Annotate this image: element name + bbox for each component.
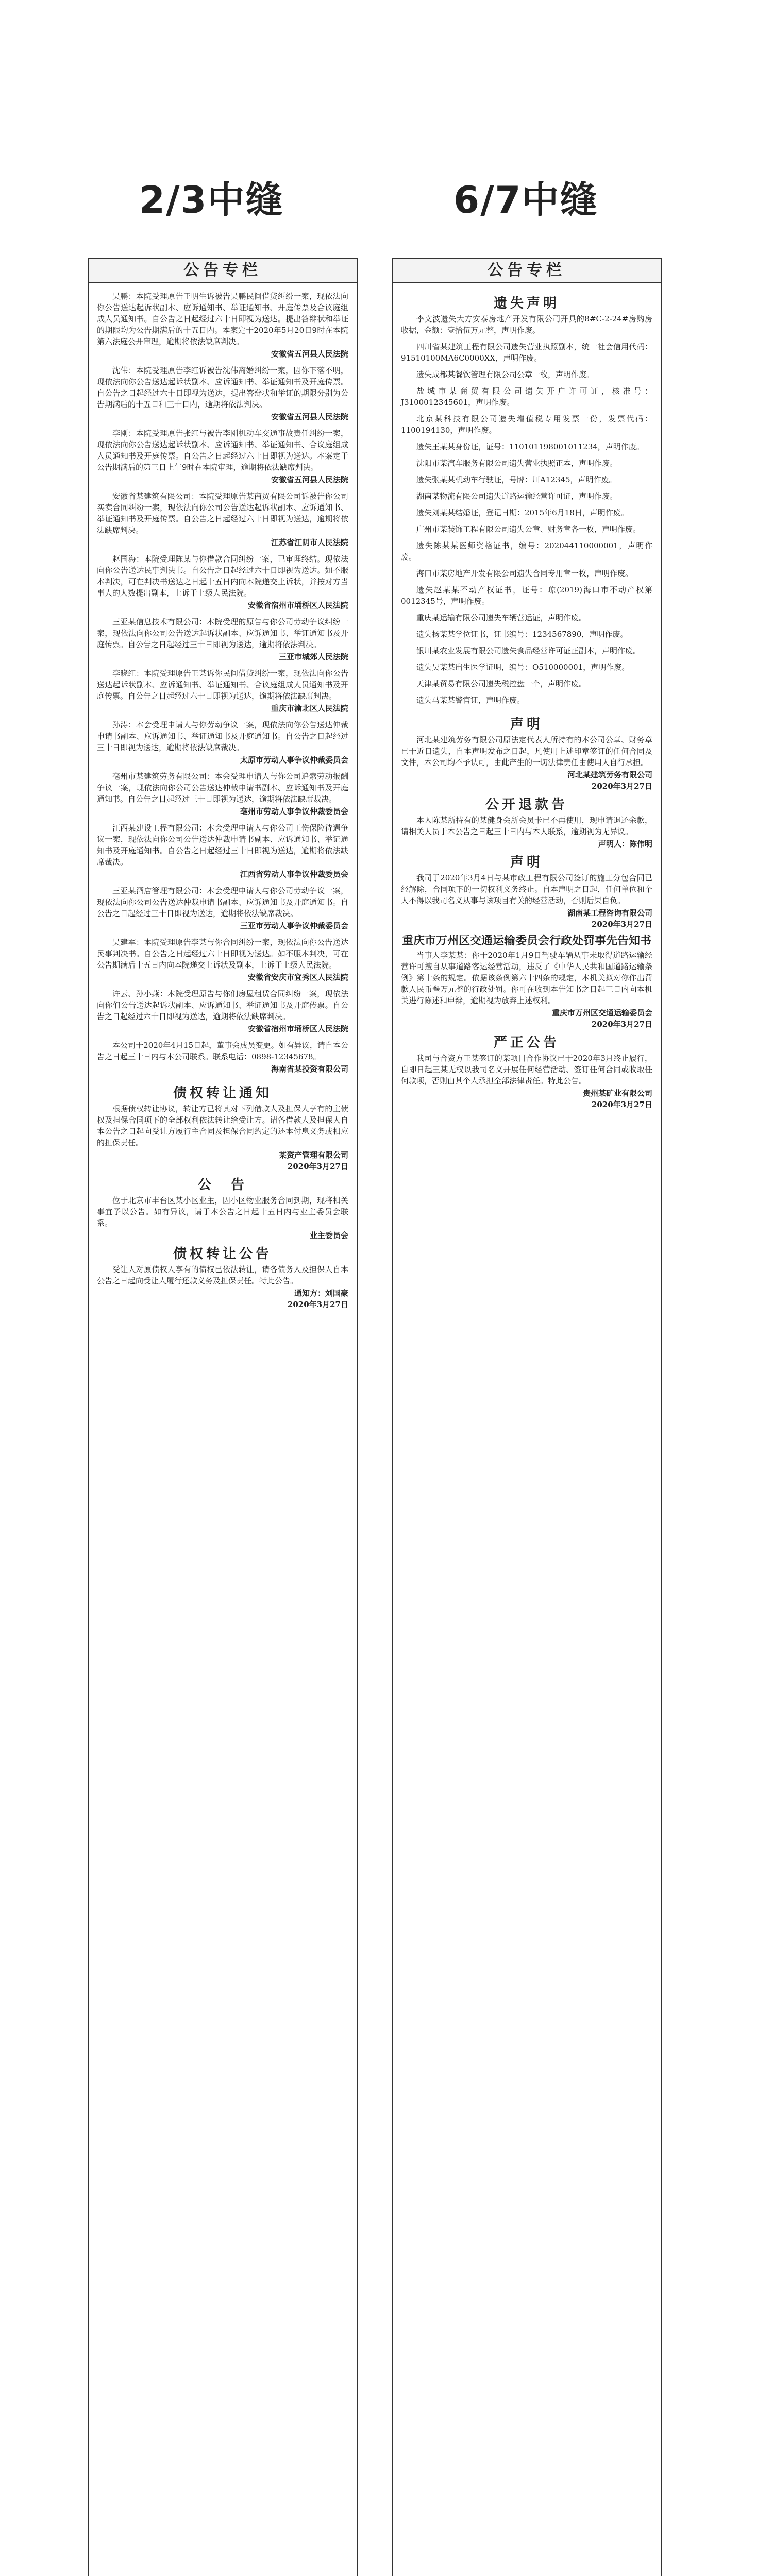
- debt-transfer-text: 根据债权转让协议，转让方已将其对下列借款人及担保人享有的主债权及担保合同项下的全部权利依法转让给受让方。请各借款人及担保人自本公告之日起向受让方履行主合同及担保合同约定的还本付息义务或相应的担保责任。: [97, 1104, 348, 1147]
- right-column-banner: 公告专栏: [393, 259, 661, 283]
- left-column-content: [89, 283, 357, 1320]
- right-notice-column: [392, 258, 662, 2576]
- left-notice-column: [88, 258, 358, 2576]
- court-notice-sign: 海南省某投资有限公司: [271, 1064, 348, 1074]
- court-notice: [97, 1040, 348, 1075]
- traffic-notice-date: 2020年3月27日: [591, 1020, 652, 1029]
- court-notice-text: 三亚某酒店管理有限公司：本会受理申请人与你公司劳动争议一案，现依法向你公司公告送达仲裁申请书副本、应诉通知书及开庭通知书。自公告之日起经过三十日即视为送达，逾期将依法缺席裁决。: [97, 886, 348, 918]
- court-notice-text: 李刚：本院受理原告张红与被告李刚机动车交通事故责任纠纷一案，现依法向你公告送达起诉状副本、应诉通知书、举证通知书、合议庭组成人员通知书及开庭传票。自公告之日起经过六十日即视为送达。本案定于公告期满后的第三日上午9时在本院审理，逾期将依法缺席判决。: [97, 429, 348, 472]
- lost-item: [401, 441, 652, 452]
- solemn-notice: [401, 1053, 652, 1110]
- right-page-label: 6/7中缝: [453, 178, 598, 222]
- statement-2-sign: 湖南某工程咨询有限公司: [567, 908, 652, 918]
- court-notice: [97, 885, 348, 931]
- statement-date: 2020年3月27日: [591, 782, 652, 791]
- lost-item-text: 遗失张某某机动车行驶证，号牌：川A12345，声明作废。: [416, 475, 617, 484]
- lost-item-text: 李文波遗失大方安泰房地产开发有限公司开具的8#C-2-24#房购房收据，金额：壹拾伍万元整，声明作废。: [401, 314, 652, 335]
- court-notice-text: 沈伟：本院受理原告李红诉被告沈伟离婚纠纷一案，因你下落不明，现依法向你公告送达起诉状副本、应诉通知书、举证通知书及开庭传票。自公告之日起经过六十日即视为送达，提出答辩状和举证的期限分别为公告期满后的十五日和三十日内，逾期将依法判决。: [97, 366, 348, 409]
- court-notice-sign: 重庆市渝北区人民法院: [271, 704, 348, 713]
- lost-item: [401, 313, 652, 336]
- lost-item: [401, 490, 652, 502]
- court-notice: [97, 291, 348, 360]
- court-notice-text: 安徽省某建筑有限公司：本院受理原告某商贸有限公司诉被告你公司买卖合同纠纷一案，现依法向你公司公告送达起诉状副本、应诉通知书、举证通知书及开庭传票。自公告之日起经过六十日即视为送达，逾期将依法缺席判决。: [97, 492, 348, 535]
- left-column-banner: 公告专栏: [89, 259, 357, 283]
- court-notice: [97, 553, 348, 611]
- lost-item-text: 遗失杨某某学位证书，证书编号：1234567890，声明作废。: [416, 630, 628, 639]
- lost-item-text: 沈阳市某汽车服务有限公司遗失营业执照正本，声明作废。: [416, 459, 618, 468]
- lost-statement-title: 遗失声明: [493, 296, 560, 311]
- debt-transfer-2-date: 2020年3月27日: [287, 1300, 348, 1309]
- court-notice-sign: 江苏省江阴市人民法院: [271, 538, 348, 547]
- court-notice: [97, 428, 348, 485]
- court-notice-sign: 安徽省五河县人民法院: [271, 349, 348, 359]
- debt-transfer-2-title: 债权转让公告: [173, 1246, 272, 1262]
- lost-item: [401, 540, 652, 563]
- court-notice: [97, 490, 348, 548]
- refund-text: 本人陈某所持有的某健身会所会员卡已不再使用，现申请退还余款，请相关人员于本公告之日起三十日内与本人联系，逾期视为无异议。: [401, 816, 652, 836]
- lost-item-text: 四川省某建筑工程有限公司遗失营业执照副本，统一社会信用代码：91510100MA6C0000XX，声明作废。: [401, 342, 652, 363]
- lost-item-text: 遗失陈某某医师资格证书，编号：202044110000001，声明作废。: [401, 541, 652, 562]
- court-notice-text: 吴建军：本院受理原告李某与你合同纠纷一案，现依法向你公告送达民事判决书。自公告之日起经过六十日即视为送达。如不服本判决，可在公告期满后十五日内向本院递交上诉状及副本，上诉于上级人民法院。: [97, 938, 348, 970]
- court-notice-sign: 三亚市城郊人民法院: [278, 652, 348, 662]
- lost-item-text: 天津某贸易有限公司遗失税控盘一个，声明作废。: [416, 679, 587, 688]
- left-page-label: 2/3中缝: [139, 178, 284, 222]
- lost-item-text: 遗失吴某某出生医学证明，编号：O510000001，声明作废。: [416, 663, 630, 672]
- statement-title: 声明: [510, 717, 543, 732]
- announcement-notice: [97, 1195, 348, 1241]
- court-notice-sign: 安徽省宿州市埇桥区人民法院: [247, 601, 348, 610]
- lost-item: [401, 662, 652, 673]
- court-notice-text: 三亚某信息技术有限公司：本院受理的原告与你公司劳动争议纠纷一案，现依法向你公司公告送达起诉状副本、应诉通知书、举证通知书及开庭传票。自公告之日起经过三十日即视为送达，逾期将依法判决。: [97, 617, 348, 649]
- court-notice: [97, 771, 348, 817]
- debt-transfer-2-sign: 通知方：刘国豪: [294, 1289, 348, 1298]
- court-notice-text: 赵国海：本院受理陈某与你借款合同纠纷一案，已审理终结。现依法向你公告送达民事判决书。自公告之日起经过六十日即视为送达。如不服本判决，可在判决书送达之日起十五日内向本院递交上诉状，并按对方当事人的人数提出副本，上诉于上级人民法院。: [97, 554, 348, 598]
- lost-item-text: 北京某科技有限公司遗失增值税专用发票一份，发票代码：1100194130，声明作废。: [401, 414, 652, 435]
- lost-item-text: 遗失赵某某不动产权证书，证号：琼(2019)海口市不动产权第0012345号，声明作废。: [401, 585, 652, 606]
- lost-item: [401, 678, 652, 689]
- lost-item: [401, 568, 652, 579]
- lost-item-text: 海口市某房地产开发有限公司遗失合同专用章一枚，声明作废。: [416, 569, 633, 578]
- lost-item: [401, 474, 652, 485]
- lost-item-text: 遗失刘某某结婚证，登记日期：2015年6月18日，声明作废。: [416, 508, 629, 517]
- court-notice: [97, 365, 348, 422]
- right-column-content: [393, 283, 661, 1121]
- lost-item: [401, 385, 652, 408]
- refund-sign: 声明人：陈伟明: [598, 839, 652, 849]
- court-notice-text: 亳州市某建筑劳务有限公司：本会受理申请人与你公司追索劳动报酬争议一案，现依法向你公司公告送达仲裁申请书副本、应诉通知书及开庭通知书。自公告之日起经过三十日即视为送达，逾期将依法缺席裁决。: [97, 772, 348, 804]
- lost-item: [401, 612, 652, 623]
- debt-transfer-sign: 某资产管理有限公司: [278, 1150, 348, 1160]
- lost-item-text: 遗失成都某餐饮管理有限公司公章一枚，声明作废。: [416, 370, 595, 379]
- debt-transfer-2-text: 受让人对原债权人享有的债权已依法转让，请各债务人及担保人自本公告之日起向受让人履行还款义务及担保责任。特此公告。: [97, 1265, 348, 1285]
- announcement-text: 位于北京市丰台区某小区业主，因小区物业服务合同到期，现将相关事宜予以公告。如有异议，请于本公告之日起十五日内与业主委员会联系。: [97, 1196, 348, 1228]
- court-notice-sign: 亳州市劳动人事争议仲裁委员会: [240, 807, 348, 816]
- court-notice-sign: 安徽省五河县人民法院: [271, 475, 348, 484]
- solemn-notice-date: 2020年3月27日: [591, 1100, 652, 1109]
- court-notice-text: 孙涛：本会受理申请人与你劳动争议一案，现依法向你公告送达仲裁申请书副本、应诉通知书、举证通知书及开庭通知书。自公告之日起经过三十日即视为送达，逾期将依法缺席裁决。: [97, 720, 348, 752]
- lost-item-text: 盐城市某商贸有限公司遗失开户许可证，核准号：J3100012345601，声明作废。: [401, 386, 652, 407]
- lost-item: [401, 413, 652, 436]
- lost-item-text: 重庆某运输有限公司遗失车辆营运证，声明作废。: [416, 613, 587, 622]
- court-notice-text: 李晓红：本院受理原告王某诉你民间借贷纠纷一案，现依法向你公告送达起诉状副本、应诉通知书、举证通知书、合议庭组成人员通知书及开庭传票。自公告之日起经过六十日即视为送达，逾期将依法缺席判决。: [97, 669, 348, 701]
- lost-item: [401, 507, 652, 518]
- left-notice-list: [97, 291, 348, 1075]
- lost-item-text: 遗失马某某警官证，声明作废。: [416, 696, 525, 705]
- lost-item: [401, 629, 652, 640]
- lost-statement-list: [401, 313, 652, 706]
- lost-item: [401, 457, 652, 469]
- court-notice: [97, 719, 348, 766]
- statement-text: 河北某建筑劳务有限公司原法定代表人所持有的本公司公章、财务章已于近日遗失，自本声明发布之日起，凡使用上述印章签订的任何合同及文件，本公司均不予认可，由此产生的一切法律责任由使用人自行承担。: [401, 735, 652, 767]
- lost-item: [401, 694, 652, 706]
- traffic-notice-sign: 重庆市万州区交通运输委员会: [551, 1008, 652, 1018]
- debt-transfer-title: 债权转让通知: [173, 1086, 272, 1101]
- statement-2-notice: [401, 872, 652, 930]
- court-notice-text: 吴鹏：本院受理原告王明生诉被告吴鹏民间借贷纠纷一案，现依法向你公告送达起诉状副本、应诉通知书、举证通知书、开庭传票及合议庭组成人员通知书。自公告之日起经过六十日即视为送达。提出答辩状和举证的期限均为公告期满后的十五日内。本案定于2020年5月20日9时在本院第六法庭公开审理，逾期将依法缺席判决。: [97, 292, 348, 346]
- court-notice: [97, 988, 348, 1035]
- lost-item: [401, 369, 652, 380]
- lost-item: [401, 523, 652, 535]
- refund-notice: [401, 815, 652, 850]
- court-notice-sign: 太原市劳动人事争议仲裁委员会: [240, 755, 348, 765]
- court-notice: [97, 822, 348, 880]
- debt-transfer-date: 2020年3月27日: [287, 1162, 348, 1171]
- court-notice-text: 本公司于2020年4月15日起，董事会成员变更。如有异议，请自本公告之日起三十日内与本公司联系。联系电话：0898-12345678。: [97, 1041, 348, 1061]
- lost-item-text: 遗失王某某身份证，证号：110101198001011234，声明作废。: [416, 442, 644, 451]
- court-notice-sign: 安徽省宿州市埇桥区人民法院: [247, 1024, 348, 1033]
- court-notice-sign: 安徽省安庆市宜秀区人民法院: [247, 973, 348, 982]
- court-notice: [97, 937, 348, 983]
- traffic-notice: [401, 950, 652, 1030]
- lost-item-text: 广州市某装饰工程有限公司遗失公章、财务章各一枚，声明作废。: [416, 524, 641, 534]
- statement-2-date: 2020年3月27日: [591, 920, 652, 929]
- court-notice-sign: 三亚市劳动人事争议仲裁委员会: [240, 921, 348, 930]
- debt-transfer-notice: [97, 1103, 348, 1172]
- solemn-notice-sign: 贵州某矿业有限公司: [582, 1089, 652, 1098]
- lost-item: [401, 645, 652, 656]
- solemn-notice-text: 我司与合资方王某签订的某项目合作协议已于2020年3月终止履行，自即日起王某无权以我司名义开展任何经营活动、签订任何合同或收取任何款项，否则由其个人承担全部法律责任。特此公告。: [401, 1054, 652, 1086]
- court-notice: [97, 616, 348, 663]
- court-notice-sign: 江西省劳动人事争议仲裁委员会: [240, 870, 348, 879]
- traffic-notice-title: 重庆市万州区交通运输委员会行政处罚事先告知书: [401, 934, 651, 947]
- refund-title: 公开退款告: [485, 797, 568, 812]
- statement-sign: 河北某建筑劳务有限公司: [567, 770, 652, 779]
- solemn-notice-title: 严正公告: [493, 1035, 560, 1050]
- statement-2-title: 声明: [510, 855, 543, 870]
- statement-notice: [401, 734, 652, 792]
- announcement-title: 公 告: [197, 1177, 247, 1193]
- statement-2-text: 我司于2020年3月4日与某市政工程有限公司签订的施工分包合同已经解除，合同项下的一切权利义务终止。自本声明之日起，任何单位和个人不得以我司名义从事与该项目有关的经营活动，否则后果自负。: [401, 873, 652, 905]
- lost-item-text: 银川某农业发展有限公司遗失食品经营许可证正副本，声明作废。: [416, 646, 641, 655]
- lost-item: [401, 584, 652, 607]
- court-notice: [97, 668, 348, 714]
- court-notice-text: 许云、孙小燕：本院受理原告与你们房屋租赁合同纠纷一案，现依法向你们公告送达起诉状副本、应诉通知书、举证通知书及开庭传票。自公告之日起经过六十日即视为送达，逾期将依法缺席判决。: [97, 989, 348, 1021]
- court-notice-text: 江西某建设工程有限公司：本会受理申请人与你公司工伤保险待遇争议一案，现依法向你公司公告送达仲裁申请书副本、应诉通知书、举证通知书及开庭通知书。自公告之日起经过三十日即视为送达，逾期将依法缺席裁决。: [97, 823, 348, 867]
- traffic-notice-text: 当事人李某某：你于2020年1月9日驾驶车辆从事未取得道路运输经营许可擅自从事道路客运经营活动，违反了《中华人民共和国道路运输条例》第十条的规定。依据该条例第六十四条的规定，本机关拟对你作出罚款人民币叁万元整的行政处罚。你可在收到本告知书之日起三日内向本机关进行陈述和申辩，逾期视为放弃上述权利。: [401, 951, 652, 1005]
- lost-item-text: 湖南某物流有限公司遗失道路运输经营许可证，声明作废。: [416, 492, 618, 501]
- announcement-sign: 业主委员会: [309, 1231, 348, 1240]
- lost-item: [401, 341, 652, 364]
- debt-transfer-2-notice: [97, 1264, 348, 1310]
- court-notice-sign: 安徽省五河县人民法院: [271, 412, 348, 421]
